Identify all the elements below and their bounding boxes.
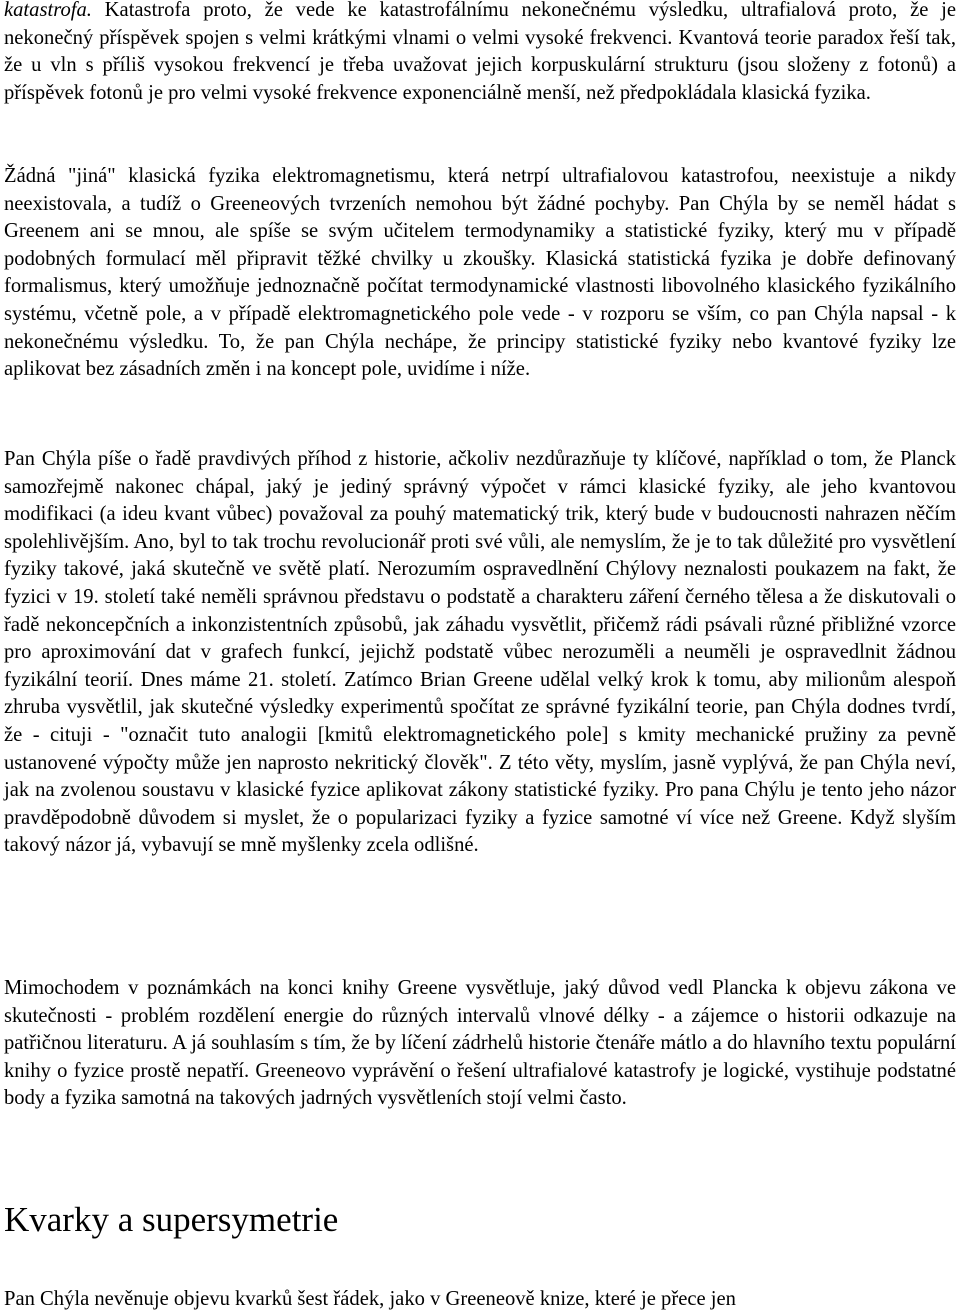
paragraph-text: Katastrofa proto, že vede ke katastrofálnímu nekonečnému výsledku, ultrafialová proto, že je nekonečný příspěvek spojen s velmi krátkými vlnami o velmi vysoké frekvenci. Kvantová teorie paradox řeší tak, že u vln s příliš vysokou frekvencí je třeba uvažovat jejich korpuskulární strukturu (jsou složeny z fotonů) a příspěvek fotonů je pro velmi vysoké frekvence exponenciálně menší, než předpokládala klasická fyzika. (4, 0, 956, 104)
paragraph-ultraviolet-catastrophe (4, 0, 956, 107)
section-heading: Kvarky a supersymetrie (4, 1200, 339, 1239)
paragraph-history: Pan Chýla píše o řadě pravdivých příhod z historie, ačkoliv nezdůrazňuje ty klíčové, například o tom, že Planck samozřejmě nakonec chápal, jaký je jediný správný výpočet v rámci klasické fyziky, ale jeho kvantovou modifikaci (a ideu kvant vůbec) považoval za pouhý matematický trik, který bude v budoucnosti nahrazen něčím spolehlivějším. Ano, byl to tak trochu revolucionář proti své vůli, ale nemyslím, že je to tak důležité pro vysvětlení fyziky takové, jaká skutečně ve světě platí. Nerozumím ospravedlnění Chýlovy neznalosti poukazem na fakt, že fyzici v 19. století také neměli správnou představu o podstatě a charakteru záření černého tělesa a že diskutovali o řadě nekoncepčních a inkonzistentních způsobů, jak záhadu vysvětlit, přičemž rádi psávali různé přibližné vzorce pro aproximování dat v grafech funkcí, jejichž podstatě vůbec nerozuměli a neuměli je ospravedlnit žádnou fyzikální teorií. Dnes máme 21. století. Zatímco Brian Greene udělal velký krok k tomu, aby milionům alespoň zhruba vysvětlil, jak skutečné výsledky experimentů spočítat ze správné fyzikální teorie, pan Chýla dodnes tvrdí, že - cituji - "označit tuto analogii [kmitů elektromagnetického pole] s kmity mechanické pružiny za pevně ustanovené výpočty může jen naprosto nekritický člověk". Z této věty, myslím, jasně vyplývá, že pan Chýla neví, jak na zvolenou soustavu v klasické fyzice aplikovat zákony statistické fyziky. Pro pana Chýlu je tento jeho názor pravděpodobně důvodem si myslet, že o popularizaci fyziky a fyzice samotné ví více než Greene. Když slyším takový názor já, vybavují se mně myšlenky zcela odlišné. (4, 448, 956, 857)
italic-term: katastrofa. (4, 0, 92, 21)
paragraph-notes: Mimochodem v poznámkách na konci knihy Greene vysvětluje, jaký důvod vedl Plancka k objevu zákona ve skutečnosti - problém rozdělení energie do různých intervalů vlnové délky - a zájemce o historii odkazuje na patřičnou literaturu. A já souhlasím s tím, že by líčení zádrhelů historie čtenáře mátlo a do hlavního textu populární knihy o fyzice prostě nepatří. Greeneovo vyprávění o řešení ultrafialové katastrofy je logické, vystihuje podstatné body a fyzika samotná na takových jadrných vysvětleních stojí velmi často. (4, 977, 956, 1110)
paragraph-quarks: Pan Chýla nevěnuje objevu kvarků šest řádek, jako v Greeneově knize, které je přece jen (4, 1288, 736, 1310)
paragraph-classical-physics: Žádná "jiná" klasická fyzika elektromagnetismu, která netrpí ultrafialovou katastrofou, neexistuje a nikdy neexistovala, a tudíž o Greeneových tvrzeních nemohou být žádné pochyby. Pan Chýla by se neměl hádat s Greenem ani se mnou, ale spíše se svým učitelem termodynamiky a statistické fyziky, který mu v případě podobných formulací měl připravit těžké chvilky u zkoušky. Klasická statistická fyzika je dobře definovaný formalismus, který umožňuje jednoznačně počítat termodynamické vlastnosti libovolného klasického fyzikálního systému, včetně pole, a v případě elektromagnetického pole vede - v rozporu se vším, co pan Chýla napsal - k nekonečnému výsledku. To, že pan Chýla nechápe, že principy statistické fyziky nebo kvantové fyziky lze aplikovat bez zásadních změn i na koncept pole, uvidíme i níže. (4, 165, 956, 381)
